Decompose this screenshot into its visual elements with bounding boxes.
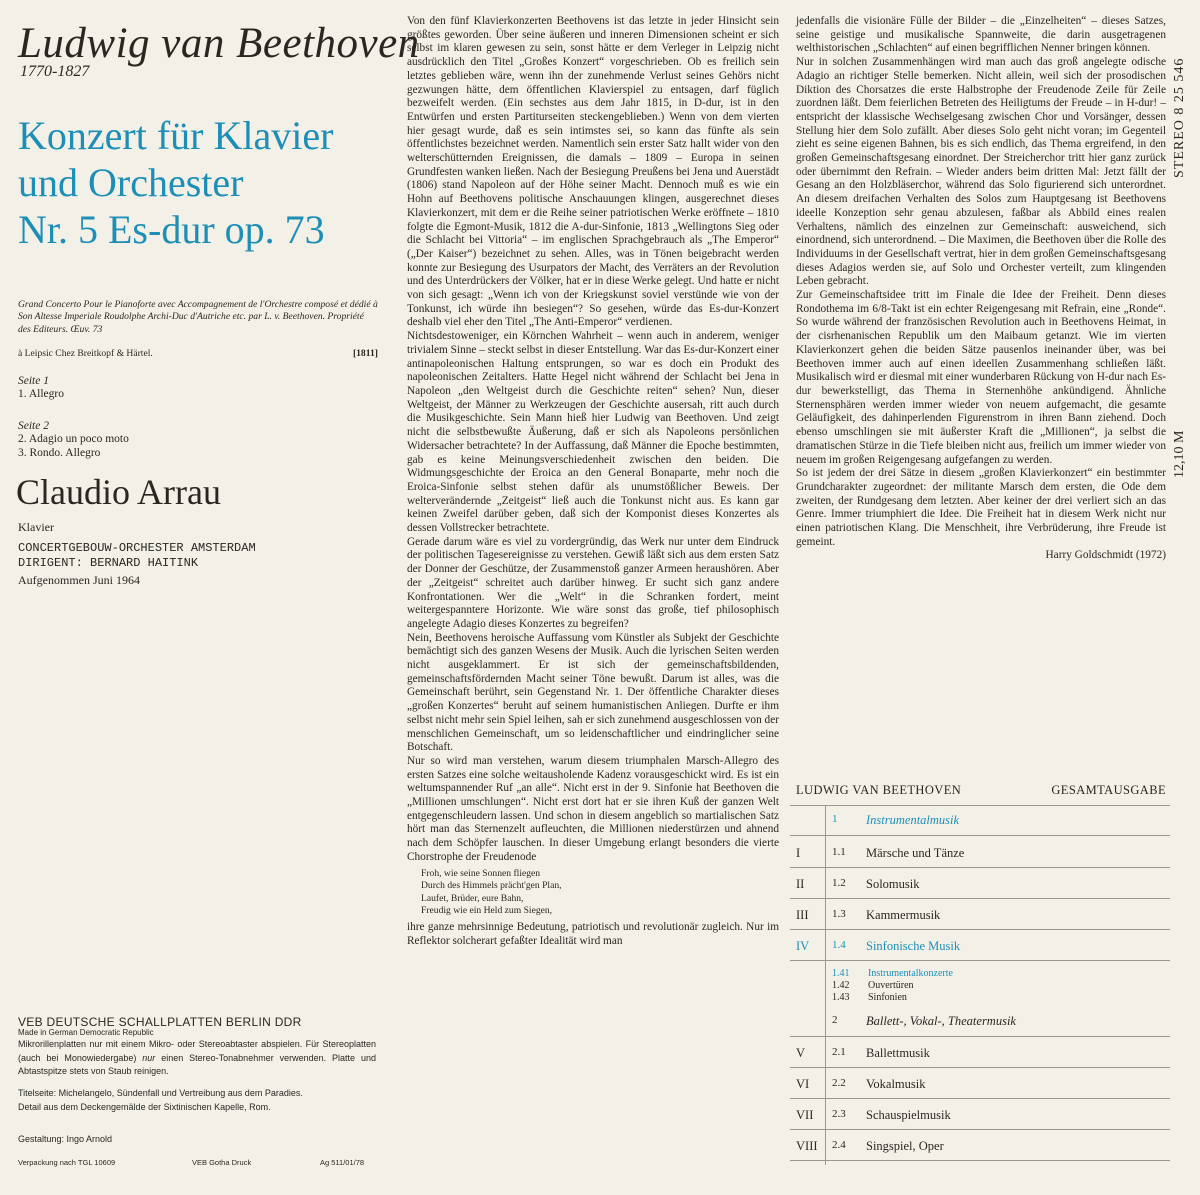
volume-label: Singspiel, Oper bbox=[866, 1139, 944, 1153]
orchestra: CONCERTGEBOUW-ORCHESTER AMSTERDAM bbox=[18, 540, 256, 555]
essay-paragraph: jedenfalls die visionäre Fülle der Bilder – die „Einzelheiten“ – dieses Satzes, seine geistige und musikalische Spannweite, die darin ausgetragenen welthistorischen „Schlachten“ auf einen begrifflichen Nenner bringen können. bbox=[796, 15, 1166, 55]
volume-number: 2.2 bbox=[832, 1077, 846, 1089]
divider bbox=[790, 805, 1170, 806]
ode-quotation bbox=[421, 868, 779, 918]
volume-label: Kammermusik bbox=[866, 908, 941, 922]
volume-number: 1.3 bbox=[832, 908, 846, 920]
poem-line: Freudig wie ein Held zum Siegen, bbox=[421, 905, 553, 917]
divider bbox=[790, 1036, 1170, 1037]
original-publisher-text: à Leipsic Chez Breitkopf & Härtel. bbox=[18, 348, 153, 359]
original-publisher bbox=[18, 348, 378, 360]
track-2: 2. Adagio un poco moto bbox=[18, 433, 129, 445]
volume-number: 1.1 bbox=[832, 846, 846, 858]
sub-label: Instrumentalkonzerte bbox=[868, 968, 953, 979]
volume-roman: IV bbox=[796, 939, 810, 953]
group-label: Instrumentalmusik bbox=[866, 813, 960, 827]
divider bbox=[790, 867, 1170, 868]
volume-roman: VII bbox=[796, 1108, 814, 1122]
series-composer: LUDWIG VAN BEETHOVEN bbox=[796, 783, 962, 797]
divider bbox=[790, 1098, 1170, 1099]
performer-credits bbox=[18, 520, 256, 588]
sub-volume bbox=[832, 992, 907, 1003]
poem-line: Froh, wie seine Sonnen fliegen bbox=[421, 867, 541, 879]
volume-roman: VI bbox=[796, 1077, 810, 1091]
volume-label: Vokalmusik bbox=[866, 1077, 926, 1091]
liner-notes-column-1 bbox=[407, 15, 779, 948]
series-edition: GESAMTAUSGABE bbox=[1051, 783, 1166, 797]
playback-notice bbox=[18, 1038, 376, 1079]
essay-paragraph: Nein, Beethovens heroische Auffassung vom Künstler als Subjekt der Geschichte bemächtigt sich des ganzen Wesens der Musik. Auch die lyrischen Seiten werden nicht ausgeklammert. Er ist sich der gemeinschaftsbildenden, gemeinschaftsfördernden Macht seiner Töne bewußt. Darum ist alles, was die Gemeinschaft berührt, sein Gegenstand Nr. 1. Der öffentliche Charakter dieses „großen Konzertes“ beruht auf seinem humanistischen Anliegen. Durfte er ihm selbst nicht mehr sein Spiel leihen, sah er sich zunehmend ausgeschlossen von der menschlichen Gemeinschaft, um so leidenschaftlicher und eindringlicher seine Botschaft. bbox=[407, 631, 779, 754]
divider bbox=[825, 805, 826, 1165]
work-title-line-1: Konzert für Klavier bbox=[18, 113, 334, 158]
divider bbox=[790, 929, 1170, 930]
sub-label: Ouvertüren bbox=[868, 980, 914, 991]
volume-number: 2.3 bbox=[832, 1108, 846, 1120]
poem-line: Laufet, Brüder, eure Bahn, bbox=[421, 892, 524, 904]
essay-paragraph: Nur in solchen Zusammenhängen wird man auch das groß angelegte odische Adagio an richtiger Stelle bemerken. Nicht allein, weil sich der prosodischen Diktion des Chorsatzes die erste Halbstrophe der Freudenode Zeile für Zeile zuordnen läßt. Dem feierlichen Betreten des Heiligtums der Freude – in H-dur! – entspricht der klassische Wechselgesang zwischen Chor und Vorsänger, dessen Stellung hier dem Solo zufällt. Aber dieses Solo geht nicht voran; im Gegenteil zieht es seine eigenen Bahnen, bis es sich endlich, das Thema ergreifend, in den großen Gemeinschaftsgesang einordnet. Der Streicherchor tritt hier ganz zurück oder übernimmt den Refrain. – Wieder anders beim dritten Mal: Jetzt fällt der Gesang an den Holzbläserchor, während das Solo figurierend sich unterordnet. An diesem dreifachen Verhalten des Solos zum Hauptgesang ist Beethovens ideelle Konzeption sehr genau abzulesen, faßbar als Abbild eines realen Verhaltens, nämlich des einzelnen zur Gemeinschaft: ausweichend, sich einordnend, sich unterordnend. – Die Maximen, die Beethoven über die Rolle des Individuums in der Gesellschaft vertrat, hier in dem großen Gemeinschaftsgesang dieses Adagios werden sie, auf Solo und Orchester verteilt, zum klingenden Leben gebracht. bbox=[796, 56, 1166, 288]
cover-art-credit: Titelseite: Michelangelo, Sündenfall und Vertreibung aus dem Paradies. Detail aus dem Deckengemälde der Sixtinischen Kapelle, Rom. bbox=[18, 1088, 303, 1112]
sub-number: 1.41 bbox=[832, 968, 850, 979]
volume-roman: II bbox=[796, 877, 805, 891]
essay-paragraph: Nichtsdestoweniger, ein Körnchen Wahrheit – wenn auch in anderem, weniger trivialem Sinne – steckt selbst in dieser Entstellung. War das Es-dur-Konzert einer antinapoleonischen Haltung entsprungen, so war es doch ein Produkt des napoleonischen Zeitalters. Hatte Hegel nicht während der Schlacht bei Jena in Napoleon „den Weltgeist durch die Geschichte reiten“ sehen? Nun, dieser Weltgeist, der Männer zu Werkzeugen der Geschichte ausersah, ritt auch durch die Musikgeschichte. Sein Mann hieß hier Ludwig van Beethoven. Und zeigt nicht die selbstbewußte Äußerung, daß er sich als Napoleons persönlichen Widersacher betrachtete? In der Auffassung, daß Männer die Epoche bestimmten, gab es keine Meinungsverschiedenheit zwischen den beiden. Die Widmungsgeschichte der Eroica an den General Bonaparte, mehr noch die Eroica-Sinfonie selbst stehen dafür als unumstößlicher Beweis. Der welterverändernde „Zeitgeist“ ließ auch die Tonkunst nicht aus. Es kann gar keinen Zweifel darüber geben, daß sich der Komponist dieses Konzertes als dessen Vollstrecker betrachtete. bbox=[407, 330, 779, 535]
footer-printer: VEB Gotha Druck bbox=[192, 1158, 252, 1167]
poem-line: Durch des Himmels prächt'gen Plan, bbox=[421, 880, 562, 892]
design-credit: Gestaltung: Ingo Arnold bbox=[18, 1134, 113, 1144]
original-edition-title: Grand Concerto Pour le Pianoforte avec Accompagnement de l'Orchestre composé et dédié à Son Altesse Imperiale Roudolphe Archi-Duc d'Autriche etc. par L. v. Beethoven. Propriété des Editeurs. Œuv. 73 bbox=[18, 299, 378, 335]
liner-notes-column-2 bbox=[796, 15, 1166, 563]
divider bbox=[790, 898, 1170, 899]
original-year: [1811] bbox=[352, 348, 378, 359]
track-1: 1. Allegro bbox=[18, 388, 64, 400]
sub-volume bbox=[832, 980, 914, 991]
track-3: 3. Rondo. Allegro bbox=[18, 447, 101, 459]
playback-notice-b: einen Stereo-Tonabnehmer verwenden. Platte und Abtastspitze stets von Staub reinigen. bbox=[18, 1052, 376, 1076]
footer-license: Ag 511/01/78 bbox=[320, 1158, 365, 1167]
side-2-tracklist bbox=[18, 420, 129, 460]
volume-label: Ballettmusik bbox=[866, 1046, 930, 1060]
volume-label: Märsche und Tänze bbox=[866, 846, 965, 860]
volume-label: Schauspielmusik bbox=[866, 1108, 951, 1122]
series-header bbox=[796, 783, 1166, 798]
composer-years: 1770-1827 bbox=[20, 63, 90, 80]
duration-code: 12,10 M bbox=[1172, 430, 1187, 478]
sub-label: Sinfonien bbox=[868, 992, 907, 1003]
volume-label: Solomusik bbox=[866, 877, 920, 891]
side-1-label: Seite 1 bbox=[18, 375, 49, 387]
footer-packaging: Verpackung nach TGL 10609 bbox=[18, 1158, 116, 1167]
instrument: Klavier bbox=[18, 520, 54, 534]
volume-label: Sinfonische Musik bbox=[866, 939, 961, 953]
volume-number: 2.1 bbox=[832, 1046, 846, 1058]
label-name: VEB DEUTSCHE SCHALLPLATTEN BERLIN DDR bbox=[18, 1015, 302, 1029]
volume-number: 1.4 bbox=[832, 939, 846, 951]
composer-name: Ludwig van Beethoven bbox=[18, 20, 420, 67]
divider bbox=[790, 1067, 1170, 1068]
volume-number: 2.4 bbox=[832, 1139, 846, 1151]
divider bbox=[790, 835, 1170, 836]
volume-roman: VIII bbox=[796, 1139, 818, 1153]
group-number: 1 bbox=[832, 813, 838, 825]
label-origin: Made in German Democratic Republic bbox=[18, 1028, 154, 1037]
side-2-label: Seite 2 bbox=[18, 420, 49, 432]
group-number: 2 bbox=[832, 1014, 838, 1026]
volume-roman: III bbox=[796, 908, 809, 922]
work-title-line-3: Nr. 5 Es-dur op. 73 bbox=[18, 207, 325, 252]
group-label: Ballett-, Vokal-, Theatermusik bbox=[866, 1014, 1016, 1028]
work-title bbox=[18, 112, 398, 253]
essay-paragraph: Von den fünf Klavierkonzerten Beethovens ist das letzte in jeder Hinsicht sein größtes geworden. Über seine äußeren und inneren Dimensionen scheint er sich selbst im klaren gewesen zu sein, sonst hätte er dem Verleger in Leipzig nicht ausdrücklich den Titel „Großes Konzert“ vorgeschrieben. Ob es freilich sein letztes geblieben wäre, wenn ihn der zunehmende Verlust seines Gehörs nicht gezwungen hätte, dem öffentlichen Klavierspiel zu entsagen, darf füglich bezweifelt werden. (Ein sechstes aus dem Jahr 1815, in D-dur, ist in den Entwürfen und ersten Partiturseiten steckengeblieben.) Wenn von dem vierten hier gesagt wurde, daß es sein intimstes sei, so kann das fünfte als sein öffentlichstes bezeichnet werden. Namentlich sein erster Satz hallt wider von den welterschütternden Ereignissen, die damals – 1809 – Europa in seinen Grundfesten wanken ließen. Nach der Besiegung Preußens bei Jena und Auerstädt (1806) stand Napoleon auf der Höhe seiner Macht. Dennoch muß es wie ein Hohn auf Beethovens politische Anschauungen klingen, ausgerechnet dieses Klavierkonzert, mit dem er die Reihe seiner patriotischen Werke eröffnete – 1810 folgte die Egmont-Musik, 1812 die A-dur-Sinfonie, 1813 „Wellingtons Sieg oder die Schlacht bei Vittoria“ – im englischen Sprachgebrauch als „The Emperor“ („Der Kaiser“) bezeichnet zu sehen. Alles, was in Tönen beigebracht werden konnte zur Besiegung des Usurpators der Macht, des Verräters an der Revolution und des Unterdrückers der Völker, hat er in diese Werke gelegt. Und hatte er nicht von sich gesagt: „Wenn ich von der Kriegskunst soviel verstünde wie von der Tonkunst, ich würde ihn besiegen“? So gesehen, würde das Es-dur-Konzert deshalb viel eher den Titel „The Anti-Emperor“ verdienen. bbox=[407, 15, 779, 329]
volume-number: 1.2 bbox=[832, 877, 846, 889]
work-title-line-2: und Orchester bbox=[18, 160, 244, 205]
playback-notice-emphasis: nur bbox=[142, 1052, 156, 1063]
divider bbox=[790, 1160, 1170, 1161]
sub-number: 1.42 bbox=[832, 980, 850, 991]
recording-date: Aufgenommen Juni 1964 bbox=[18, 572, 140, 587]
essay-paragraph: Zur Gemeinschaftsidee tritt im Finale die Idee der Freiheit. Denn dieses Rondothema im 6/8-Takt ist ein echter Reigengesang mit Refrain, eine „Ronde“. So wurde während der französischen Revolution auch in Beethovens Heimat, in der cisrhenanischen Republik um den Maibaum getanzt. Wie im vierten Klavierkonzert gehen die beiden Sätze pausenlos ineinander über, was bei Beethoven immer auch auf einen ideellen Zusammenhang schließen läßt. Musikalisch wird er diesmal mit einer wunderbaren Rückung von H-dur nach Es-dur bewerkstelligt, das Thema in Sternenhöhe ankündigend. Ähnliche Sternensphären werden immer wieder von neuem aufgemacht, die gesamte Geläufigkeit, des dahinperlenden Figurenstrom in ihren Bann ziehend. Doch ebenso umschlingen sie mit äußerster Kraft die „Millionen“, ja selbst die dramatischen Stürze in die Tiefe bleiben nicht aus, freilich um immer wieder von neuem im großen Reigengesang aufgefangen zu werden. bbox=[796, 289, 1166, 466]
sub-number: 1.43 bbox=[832, 992, 850, 1003]
essay-paragraph: ihre ganze mehrsinnige Bedeutung, patriotisch und revolutionär zugleich. Nur im Reflektor solcherart gefaßter Idealität wird man bbox=[407, 920, 779, 947]
essay-paragraph: Nur so wird man verstehen, warum diesem triumphalen Marsch-Allegro des ersten Satzes eine solche weitausholende Kadenz vorausgeschickt wird. Es ist ein weltumspannender Ruf „an alle“. Nicht erst in der 9. Sinfonie hat Beethoven die „Millionen umschlungen“. Nicht erst dort hat er sie ihren Kuß der ganzen Welt entgegenschleudern lassen. Und schon in diesem angeblich so martialischen Satz hört man das Sternenzelt aufleuchten, die Millionen niederstürzen und ahnend nach dem Schöpfer lauschen. In dieser Umgebung erlangt besonders die vierte Chorstrophe der Freudenode bbox=[407, 754, 779, 863]
side-1-tracklist bbox=[18, 375, 64, 401]
sub-volume-current bbox=[832, 968, 953, 979]
conductor: DIRIGENT: BERNARD HAITINK bbox=[18, 556, 199, 570]
divider bbox=[790, 960, 1170, 961]
volume-roman: I bbox=[796, 846, 801, 860]
essay-paragraph: So ist jedem der drei Sätze in diesem „großen Klavierkonzert“ ein bestimmter Grundcharakter zugeordnet: der militante Marsch dem ersten, die Ode dem zweiten, der Rundgesang dem letzten. Aber keiner der drei verliert sich an das Genre. Immer triumphiert die Idee. Die Freiheit hat in diesem Werk nicht nur einen patriotischen Klang. Die Menschheit, ihre Verbrüderung, ihre Freude ist gemeint. bbox=[796, 467, 1166, 548]
author-signature: Harry Goldschmidt (1972) bbox=[1045, 549, 1166, 562]
catalog-number: STEREO 8 25 546 bbox=[1172, 57, 1187, 178]
playback-notice-a: Mikrorillenplatten nur mit einem Mikro- oder Stereoabtaster abspielen. Für Stereoplatten (auch bei Monowiedergabe) bbox=[18, 1039, 376, 1063]
volume-roman: V bbox=[796, 1046, 806, 1060]
divider bbox=[790, 1129, 1170, 1130]
essay-paragraph: Gerade darum wäre es viel zu vordergründig, das Werk nur unter dem Eindruck der politischen Tagesereignisse zu verstehen. Gewiß läßt sich aus dem ersten Satz der Donner der Geschütze, der Zusammenstoß ganzer Armeen heraushören. Aber der „Zeitgeist“ schreitet auch darüber hinweg. Er sucht sich ganz andere Konfrontationen. Wer die „Welt“ in die Schranken fordert, meint weitergespanntere Horizonte. Wie wäre sonst das große, tief philosophisch angelegte Adagio dieses Konzertes zu begreifen? bbox=[407, 535, 779, 630]
artist-name: Claudio Arrau bbox=[16, 472, 221, 512]
